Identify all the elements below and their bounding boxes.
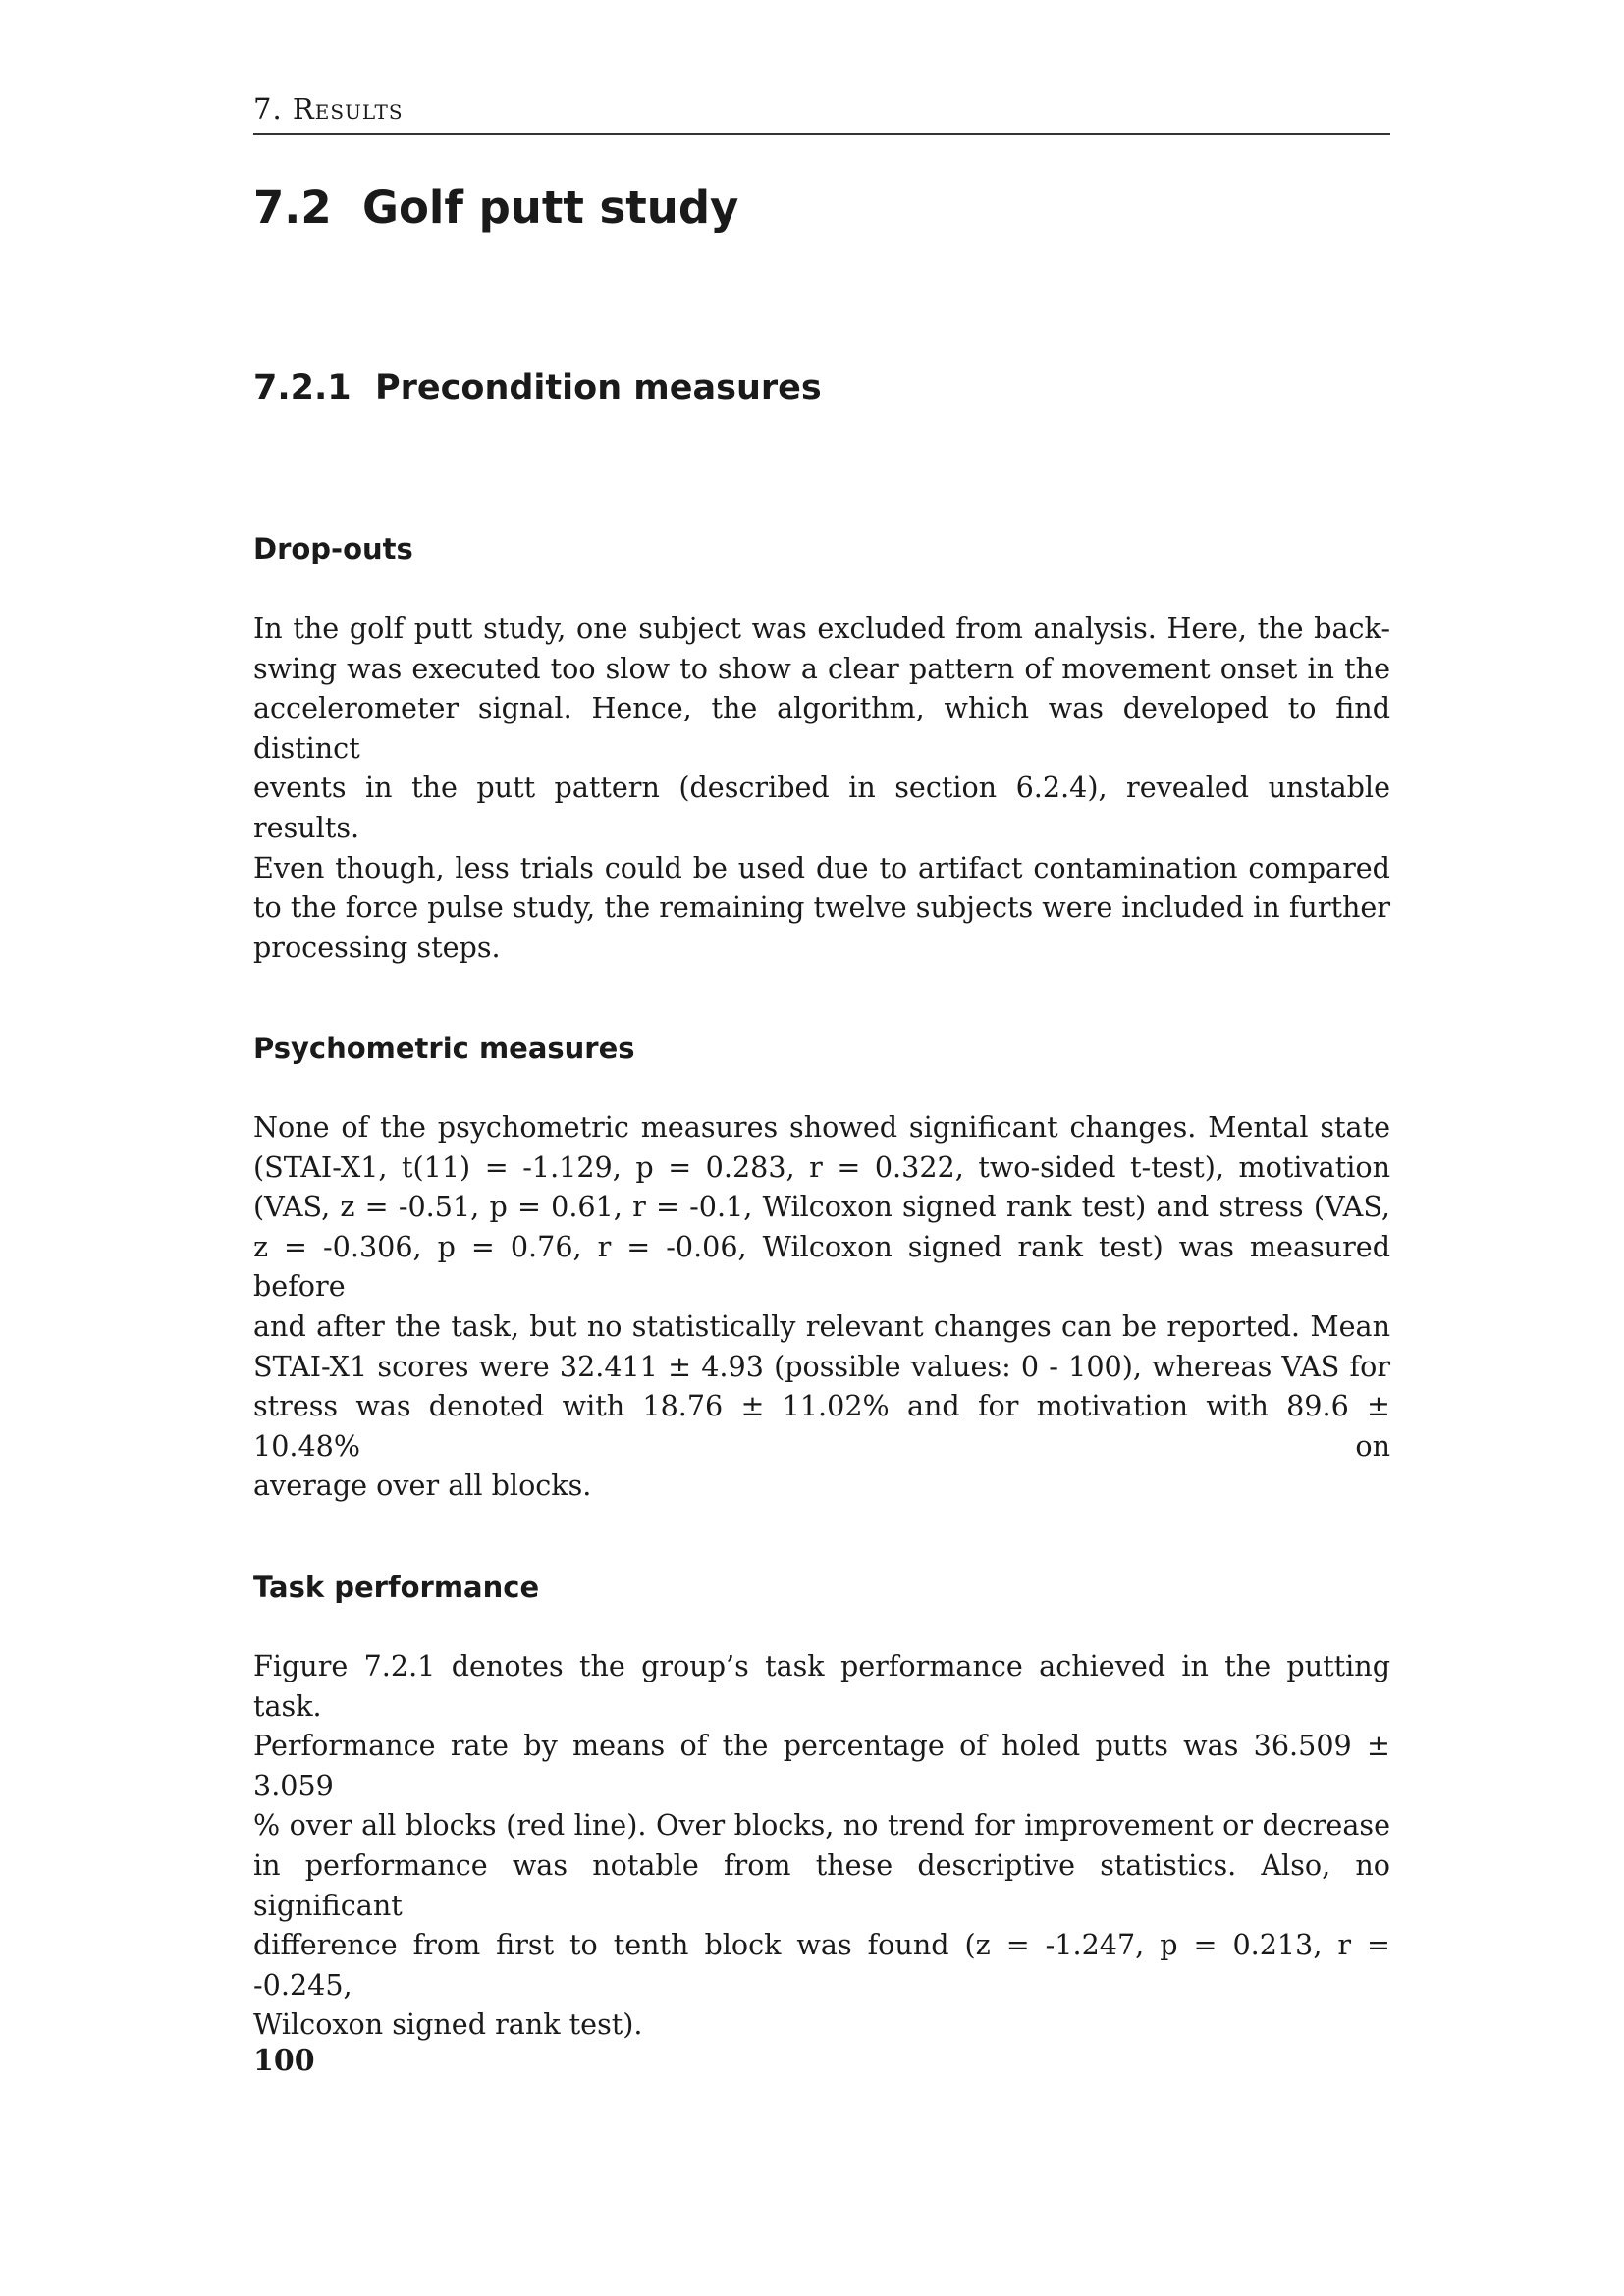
text-line: z = -0.306, p = 0.76, r = -0.06, Wilcoxon signed rank test) was measured before [253,1229,1390,1304]
text-line: to the force pulse study, the remaining twelve subjects were included in further [253,890,1390,925]
text-line: swing was executed too slow to show a clear pattern of movement onset in the [253,651,1390,685]
text-line: (VAS, z = -0.51, p = 0.61, r = -0.1, Wilcoxon signed rank test) and stress (VAS, [253,1190,1390,1224]
text-line: Figure 7.2.1 denotes the group’s task performance achieved in the putting task. [253,1649,1390,1723]
text-line: accelerometer signal. Hence, the algorithm, which was developed to find distinct [253,691,1390,765]
subsection-title: 7.2.1 Precondition measures [253,368,822,407]
running-header-text: 7. Results [253,92,404,126]
text-line: STAI-X1 scores were 32.411 ± 4.93 (possible values: 0 - 100), whereas VAS for [253,1349,1390,1383]
task-performance-paragraph [253,1646,1390,2045]
text-line: and after the task, but no statistically relevant changes can be reported. Mean [253,1308,1390,1343]
psychometric-paragraph [253,1107,1390,1506]
text-line: None of the psychometric measures showed significant changes. Mental state [253,1110,1390,1144]
text-line: difference from first to tenth block was found (z = -1.247, p = 0.213, r = -0.245, [253,1928,1390,2002]
text-line: (STAI-X1, t(11) = -1.129, p = 0.283, r = 0.322, two-sided t-test), motivation [253,1149,1390,1184]
text-line: In the golf putt study, one subject was excluded from analysis. Here, the back- [253,612,1390,645]
dropouts-heading: Drop-outs [253,532,413,565]
text-line: Wilcoxon signed rank test). [253,2007,643,2042]
dropouts-paragraph [253,609,1390,967]
text-line: Even though, less trials could be used due to artifact contamination compared [253,850,1390,884]
running-header [253,90,1390,135]
text-line: Performance rate by means of the percentage of holed putts was 36.509 ± 3.059 [253,1729,1390,1802]
task-performance-heading: Task performance [253,1571,540,1604]
text-line: average over all blocks. [253,1468,592,1503]
section-title: 7.2 Golf putt study [253,182,739,234]
text-line: % over all blocks (red line). Over blocks, no trend for improvement or decrease [253,1808,1390,1842]
text-line: events in the putt pattern (described in section 6.2.4), revealed unstable results. [253,771,1390,844]
text-line: in performance was notable from these descriptive statistics. Also, no significant [253,1847,1390,1922]
text-line: processing steps. [253,930,501,964]
psychometric-heading: Psychometric measures [253,1032,635,1065]
text-line: stress was denoted with 18.76 ± 11.02% and for motivation with 89.6 ± 10.48% on [253,1389,1390,1463]
page-number: 100 [253,2044,315,2078]
